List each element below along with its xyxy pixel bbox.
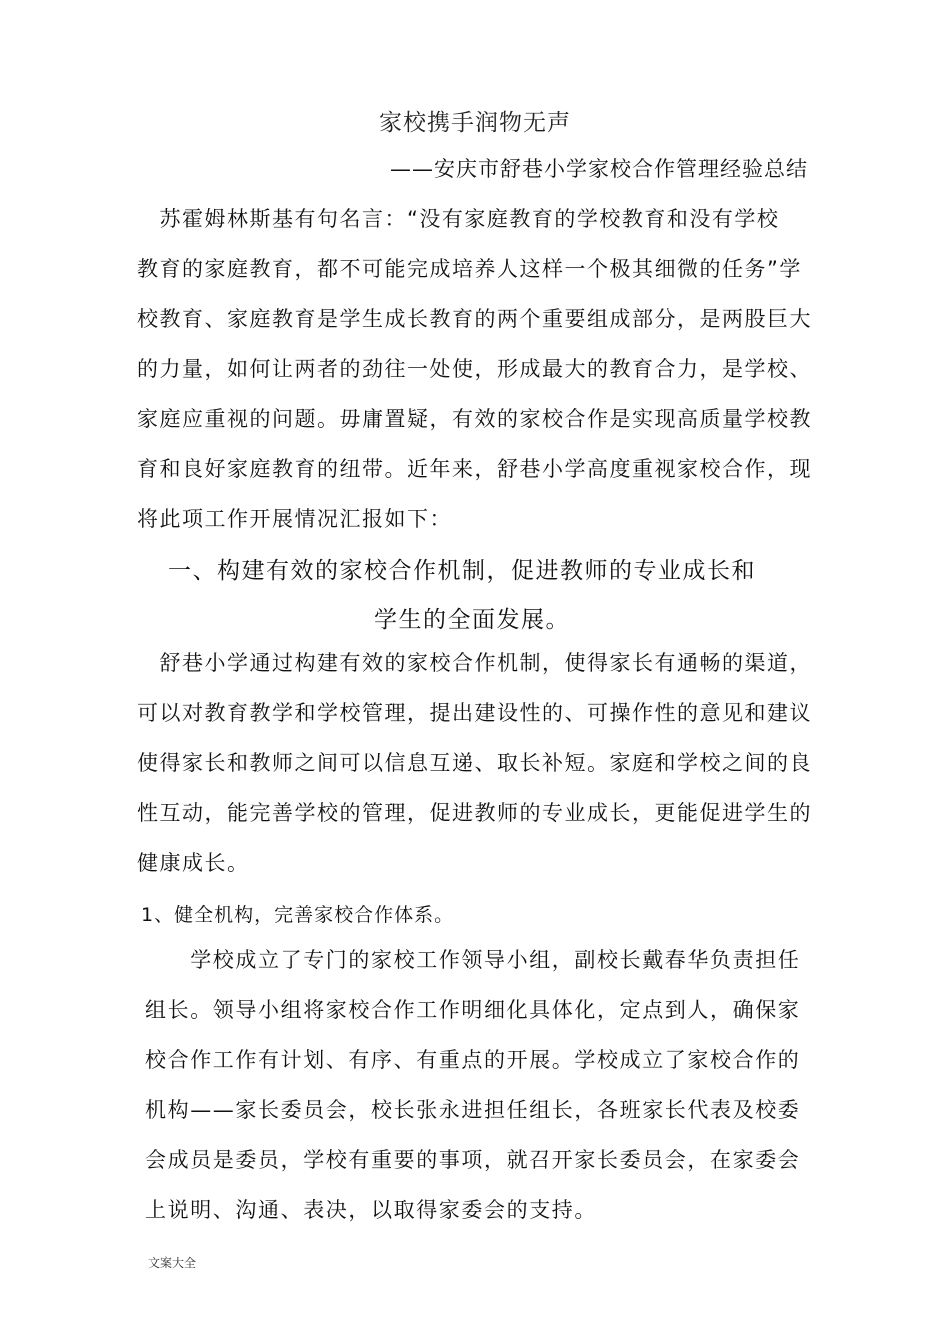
paragraph-line: 校合作工作有计划、有序、有重点的开展。学校成立了家校合作的 [145,1048,801,1072]
paragraph-line: 将此项工作开展情况汇报如下： [137,507,452,531]
paragraph-line: 舒巷小学通过构建有效的家校合作机制，使得家长有通畅的渠道， [137,651,812,675]
paragraph-line: 可以对教育教学和学校管理，提出建设性的、可操作性的意见和建议 [137,701,812,725]
paragraph-line: 家庭应重视的问题。毋庸置疑，有效的家校合作是实现高质量学校教 [137,407,812,431]
intro-paragraph [137,194,812,544]
document-title: 家校携手润物无声 [379,110,571,136]
paragraph-line: 性互动，能完善学校的管理，促进教师的专业成长，更能促进学生的 [137,801,812,825]
paragraph-line: 学校成立了专门的家校工作领导小组，副校长戴春华负责担任 [145,948,801,972]
footer-text: 文案大全 [148,1256,197,1270]
subsection-heading: 1、健全机构，完善家校合作体系。 [141,904,455,926]
section1-paragraph [137,638,812,888]
paragraph-line: 教育的家庭教育，都不可能完成培养人这样一个极其细微的任务”学 [137,257,802,281]
section-heading-continued: 学生的全面发展。 [374,607,570,633]
paragraph-line: 育和良好家庭教育的纽带。近年来，舒巷小学高度重视家校合作，现 [137,457,812,481]
paragraph-line: 的力量，如何让两者的劲往一处使，形成最大的教育合力，是学校、 [137,357,812,381]
paragraph-line: 校教育、家庭教育是学生成长教育的两个重要组成部分，是两股巨大 [137,307,812,331]
section-heading: 一、构建有效的家校合作机制，促进教师的专业成长和 [168,558,756,584]
paragraph-line: 苏霍姆林斯基有句名言：“没有家庭教育的学校教育和没有学校 [137,207,780,231]
paragraph-line: 上说明、沟通、表决，以取得家委会的支持。 [145,1198,597,1222]
paragraph-line: 组长。领导小组将家校合作工作明细化具体化，定点到人，确保家 [145,998,801,1022]
paragraph-line: 健康成长。 [137,851,250,875]
item1-paragraph [145,935,800,1235]
paragraph-line: 机构——家长委员会，校长张永进担任组长，各班家长代表及校委 [145,1098,801,1122]
document-subtitle: ——安庆市舒巷小学家校合作管理经验总结 [390,157,808,181]
paragraph-line: 会成员是委员，学校有重要的事项，就召开家长委员会，在家委会 [145,1148,801,1172]
paragraph-line: 使得家长和教师之间可以信息互递、取长补短。家庭和学校之间的良 [137,751,812,775]
